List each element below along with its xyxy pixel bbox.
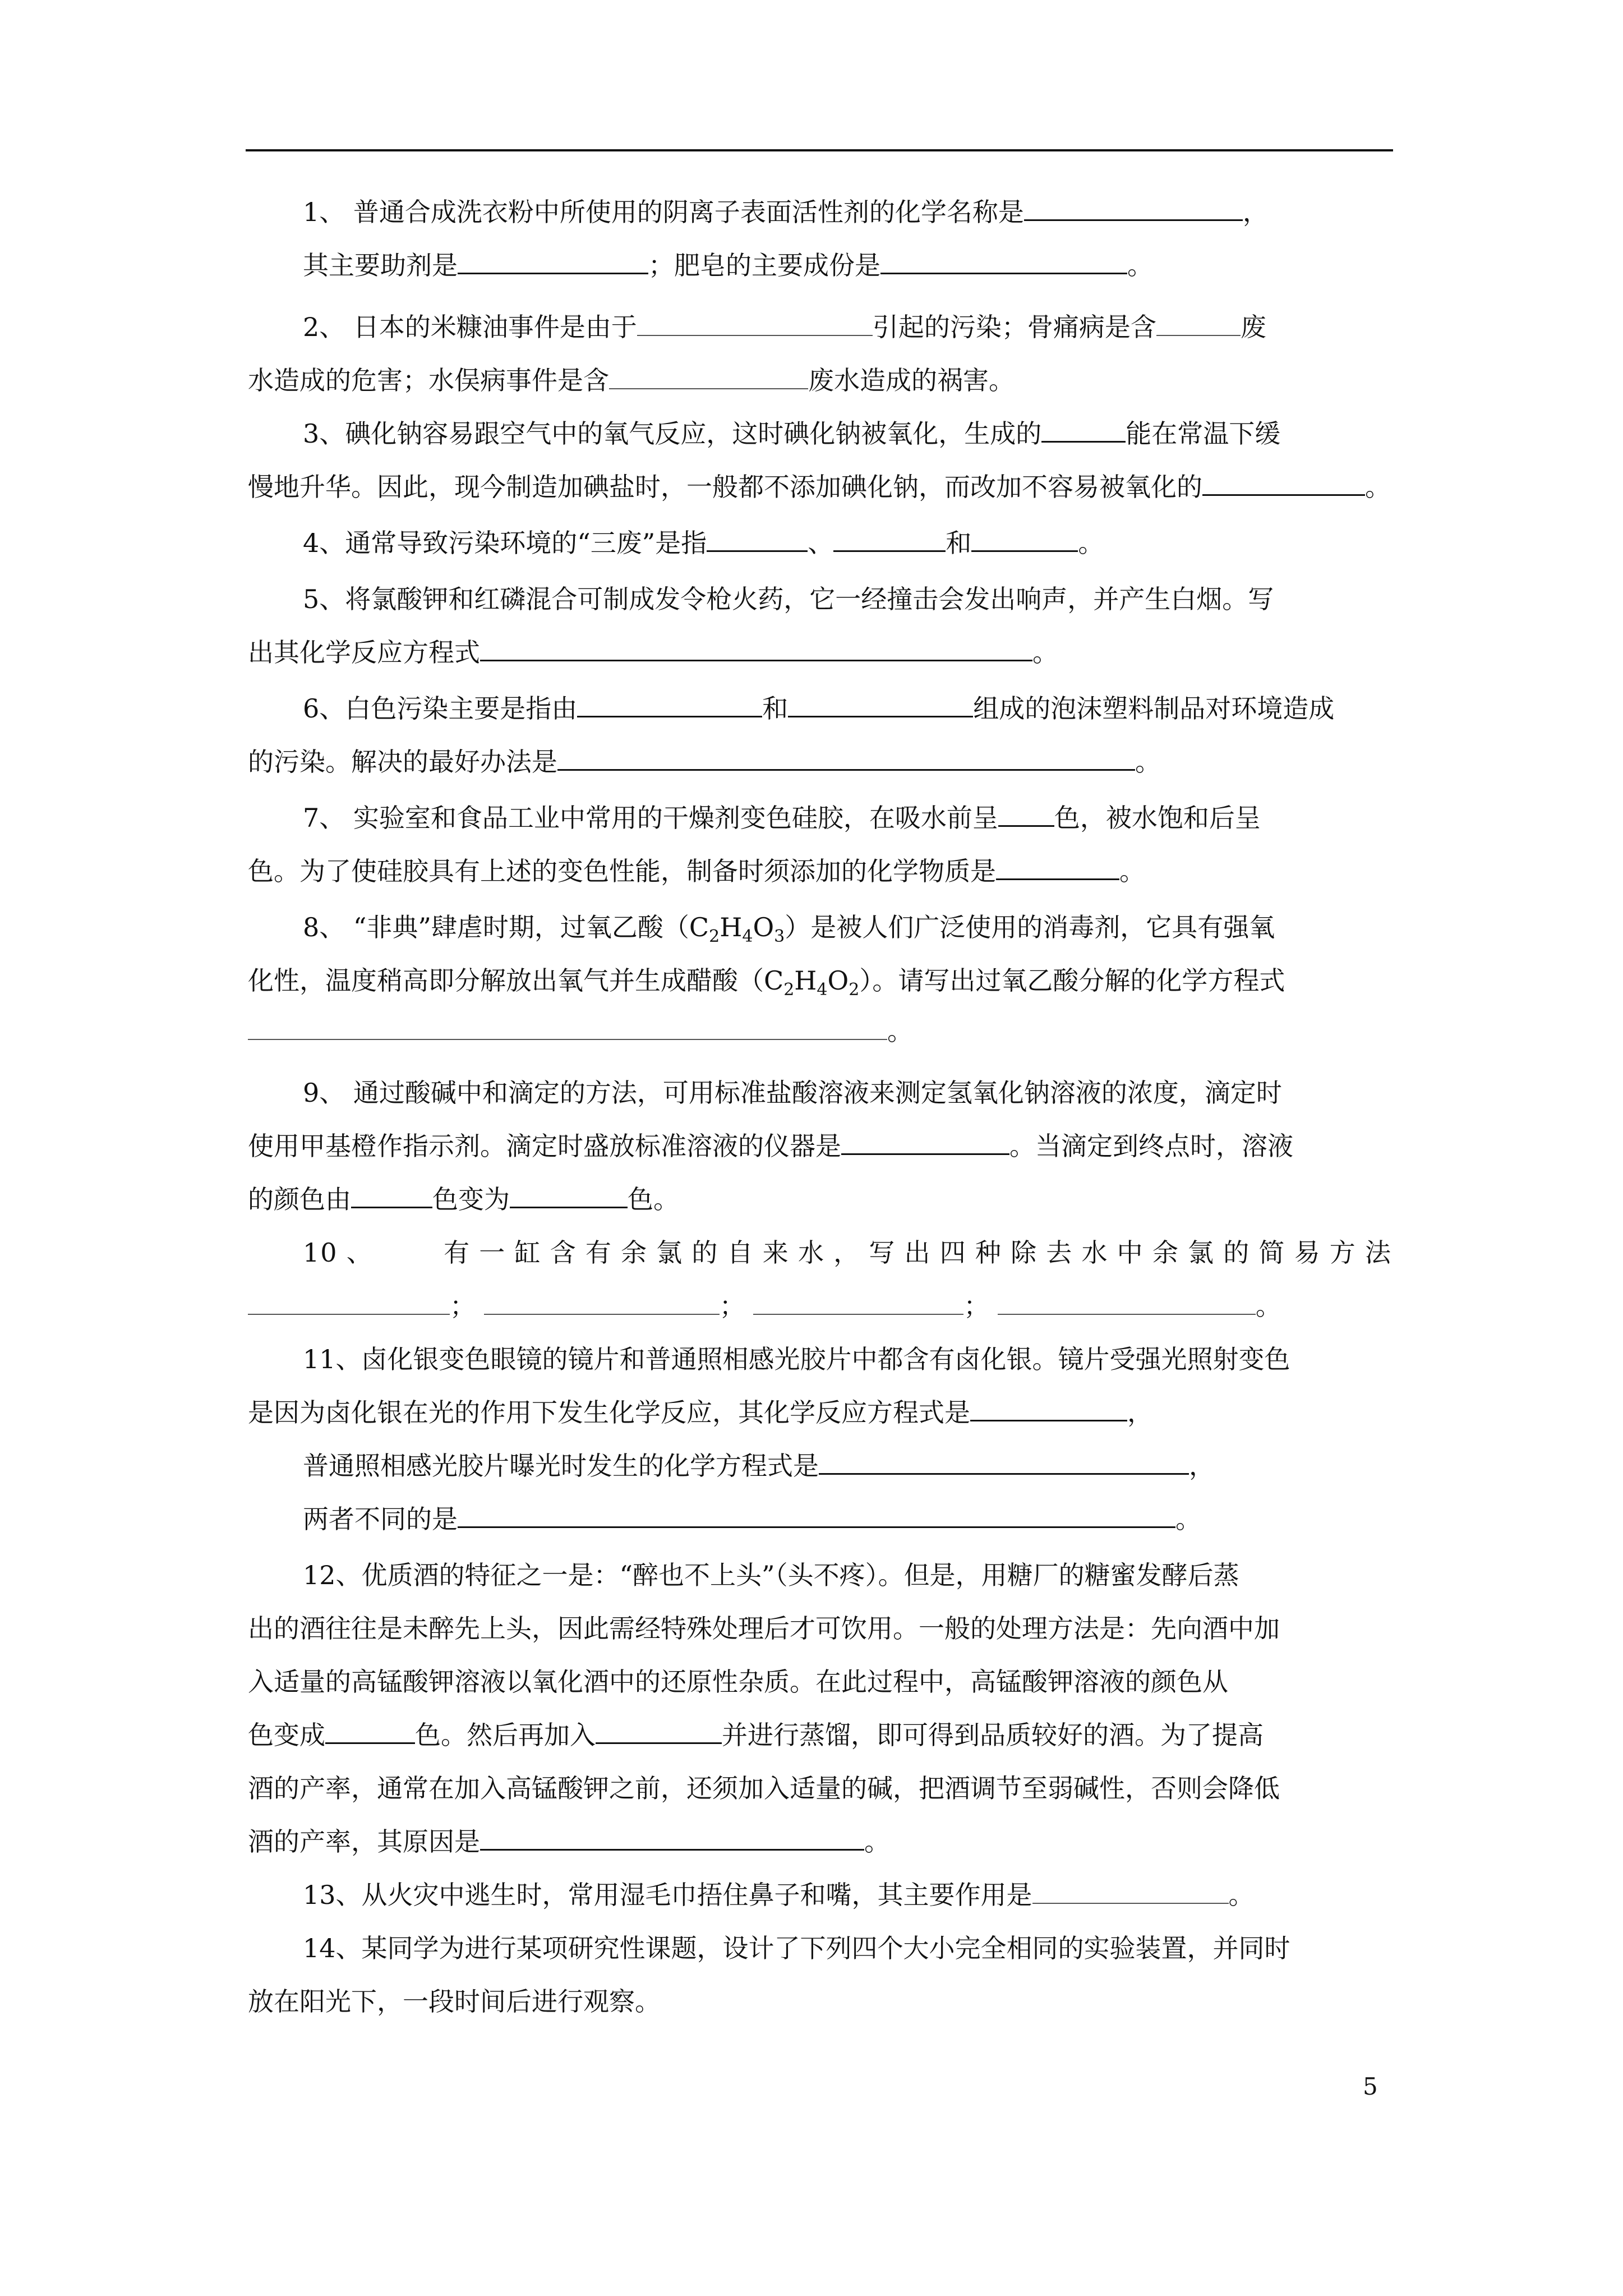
answer-blank[interactable] xyxy=(971,519,1078,552)
answer-blank[interactable] xyxy=(996,847,1119,880)
question-10-line-2: ； ； ； 。 xyxy=(248,1279,1392,1333)
question-9-line-1: 9、 通过酸碱中和滴定的方法，可用标准盐酸溶液来测定氢氧化钠溶液的浓度，滴定时 xyxy=(303,1078,1282,1108)
answer-blank[interactable] xyxy=(248,1282,450,1315)
answer-blank[interactable] xyxy=(970,1388,1127,1421)
question-2-line-2: 水造成的危害；水俣病事件是含 废水造成的祸害。 xyxy=(248,353,1392,407)
question-9-line-3: 的颜色由 色变为 色。 xyxy=(248,1172,1392,1226)
answer-blank[interactable] xyxy=(998,794,1054,827)
question-13: 13、从火灾中逃生时，常用湿毛巾捂住鼻子和嘴，其主要作用是 。 xyxy=(303,1868,1392,1922)
header-rule xyxy=(246,149,1393,151)
question-1-line-2: 其主要助剂是 ；肥皂的主要成份是 。 xyxy=(303,238,1392,292)
question-11-line-4: 两者不同的是 。 xyxy=(303,1492,1392,1546)
question-12-line-1: 12、优质酒的特征之一是：“醉也不上头”（头不疼）。但是，用糖厂的糖蜜发酵后蒸 xyxy=(303,1560,1239,1590)
answer-blank[interactable] xyxy=(1032,1871,1229,1904)
answer-blank[interactable] xyxy=(1156,303,1241,336)
question-12-line-6: 酒的产率，其原因是 。 xyxy=(248,1815,1392,1869)
question-12-line-5: 酒的产率，通常在加入高锰酸钾之前，还须加入适量的碱，把酒调节至弱碱性，否则会降低 xyxy=(248,1773,1280,1803)
question-6-line-1: 6、白色污染主要是指由 和 组成的泡沫塑料制品对环境造成 xyxy=(303,682,1392,735)
question-8-line-1: 8、 “非典”肆虐时期，过氧乙酸$(C_2H_4O_3)$是被人们广泛使用的消毒剂，它具有强氧 xyxy=(303,912,1275,947)
question-1-line-1: 1、 普通合成洗衣粉中所使用的阴离子表面活性剂的化学名称是 ， xyxy=(303,185,1392,239)
question-5-line-1: 5、将氯酸钾和红磷混合可制成发令枪火药，它一经撞击会发出响声，并产生白烟。写 xyxy=(303,584,1274,614)
page-number: 5 xyxy=(1363,2073,1378,2100)
question-11-line-3: 普通照相感光胶片曝光时发生的化学方程式是 ， xyxy=(303,1439,1392,1493)
question-2-line-1: 2、 日本的米糠油事件是由于 引起的污染；骨痛病是含 废 xyxy=(303,300,1392,354)
question-10-line-1: 10、 有一缸含有余氯的自来水，写出四种除去水中余氯的简易方法 xyxy=(303,1237,1392,1268)
question-11-line-1: 11、卤化银变色眼镜的镜片和普通照相感光胶片中都含有卤化银。镜片受强光照射变色 xyxy=(303,1344,1290,1374)
question-8-line-2: 化性，温度稍高即分解放出氧气并生成醋酸$(C_2H_4O_2)$。请写出过氧乙酸分解的化学方程式 xyxy=(248,965,1285,1000)
answer-blank[interactable] xyxy=(480,628,1032,661)
question-9-line-2: 使用甲基橙作指示剂。滴定时盛放标准溶液的仪器是 。当滴定到终点时，溶液 xyxy=(248,1119,1392,1173)
answer-blank[interactable] xyxy=(596,1711,722,1744)
question-12-line-3: 入适量的高锰酸钾溶液以氧化酒中的还原性杂质。在此过程中，高锰酸钾溶液的颜色从 xyxy=(248,1667,1228,1697)
question-12-line-2: 出的酒往往是未醉先上头，因此需经特殊处理后才可饮用。一般的处理方法是：先向酒中加 xyxy=(248,1613,1280,1644)
question-11-line-2: 是因为卤化银在光的作用下发生化学反应，其化学反应方程式是 ， xyxy=(248,1386,1392,1439)
answer-blank[interactable] xyxy=(1024,188,1243,221)
answer-blank[interactable] xyxy=(819,1442,1189,1475)
answer-blank[interactable] xyxy=(248,1007,887,1040)
answer-blank[interactable] xyxy=(998,1282,1256,1315)
question-3-line-1: 3、碘化钠容易跟空气中的氧气反应，这时碘化钠被氧化，生成的 能在常温下缓 xyxy=(303,407,1392,461)
answer-blank[interactable] xyxy=(1041,409,1126,443)
answer-blank[interactable] xyxy=(707,519,808,552)
answer-blank[interactable] xyxy=(753,1282,963,1315)
answer-blank[interactable] xyxy=(484,1282,720,1315)
answer-blank[interactable] xyxy=(458,1495,1175,1528)
question-7-line-2: 色。为了使硅胶具有上述的变色性能，制备时须添加的化学物质是 。 xyxy=(248,844,1392,898)
answer-blank[interactable] xyxy=(880,241,1127,274)
question-14-line-2: 放在阳光下，一段时间后进行观察。 xyxy=(248,1986,661,2017)
answer-blank[interactable] xyxy=(841,1122,1009,1155)
answer-blank[interactable] xyxy=(351,1175,432,1208)
answer-blank[interactable] xyxy=(325,1711,415,1744)
answer-blank[interactable] xyxy=(510,1175,628,1208)
question-8-line-3: 。 xyxy=(248,1004,1392,1058)
question-14-line-1: 14、某同学为进行某项研究性课题，设计了下列四个大小完全相同的实验装置，并同时 xyxy=(303,1933,1290,1963)
answer-blank[interactable] xyxy=(480,1818,864,1851)
answer-blank[interactable] xyxy=(458,241,648,274)
answer-blank[interactable] xyxy=(557,738,1135,771)
question-4: 4、通常导致污染环境的“三废”是指 、 和 。 xyxy=(303,516,1392,570)
question-7-line-1: 7、 实验室和食品工业中常用的干燥剂变色硅胶，在吸水前呈 色，被水饱和后呈 xyxy=(303,791,1392,845)
answer-blank[interactable] xyxy=(609,357,808,389)
question-5-line-2: 出其化学反应方程式 。 xyxy=(248,625,1392,679)
answer-blank[interactable] xyxy=(577,684,762,717)
answer-blank[interactable] xyxy=(788,684,973,717)
question-3-line-2: 慢地升华。因此，现今制造加碘盐时，一般都不添加碘化钠，而改加不容易被氧化的 。 xyxy=(248,460,1392,514)
answer-blank[interactable] xyxy=(833,519,946,552)
answer-blank[interactable] xyxy=(1202,463,1365,496)
answer-blank[interactable] xyxy=(637,303,873,336)
question-6-line-2: 的污染。解决的最好办法是 。 xyxy=(248,735,1392,789)
question-12-line-4: 色变成 色。然后再加入 并进行蒸馏，即可得到品质较好的酒。为了提高 xyxy=(248,1708,1392,1762)
